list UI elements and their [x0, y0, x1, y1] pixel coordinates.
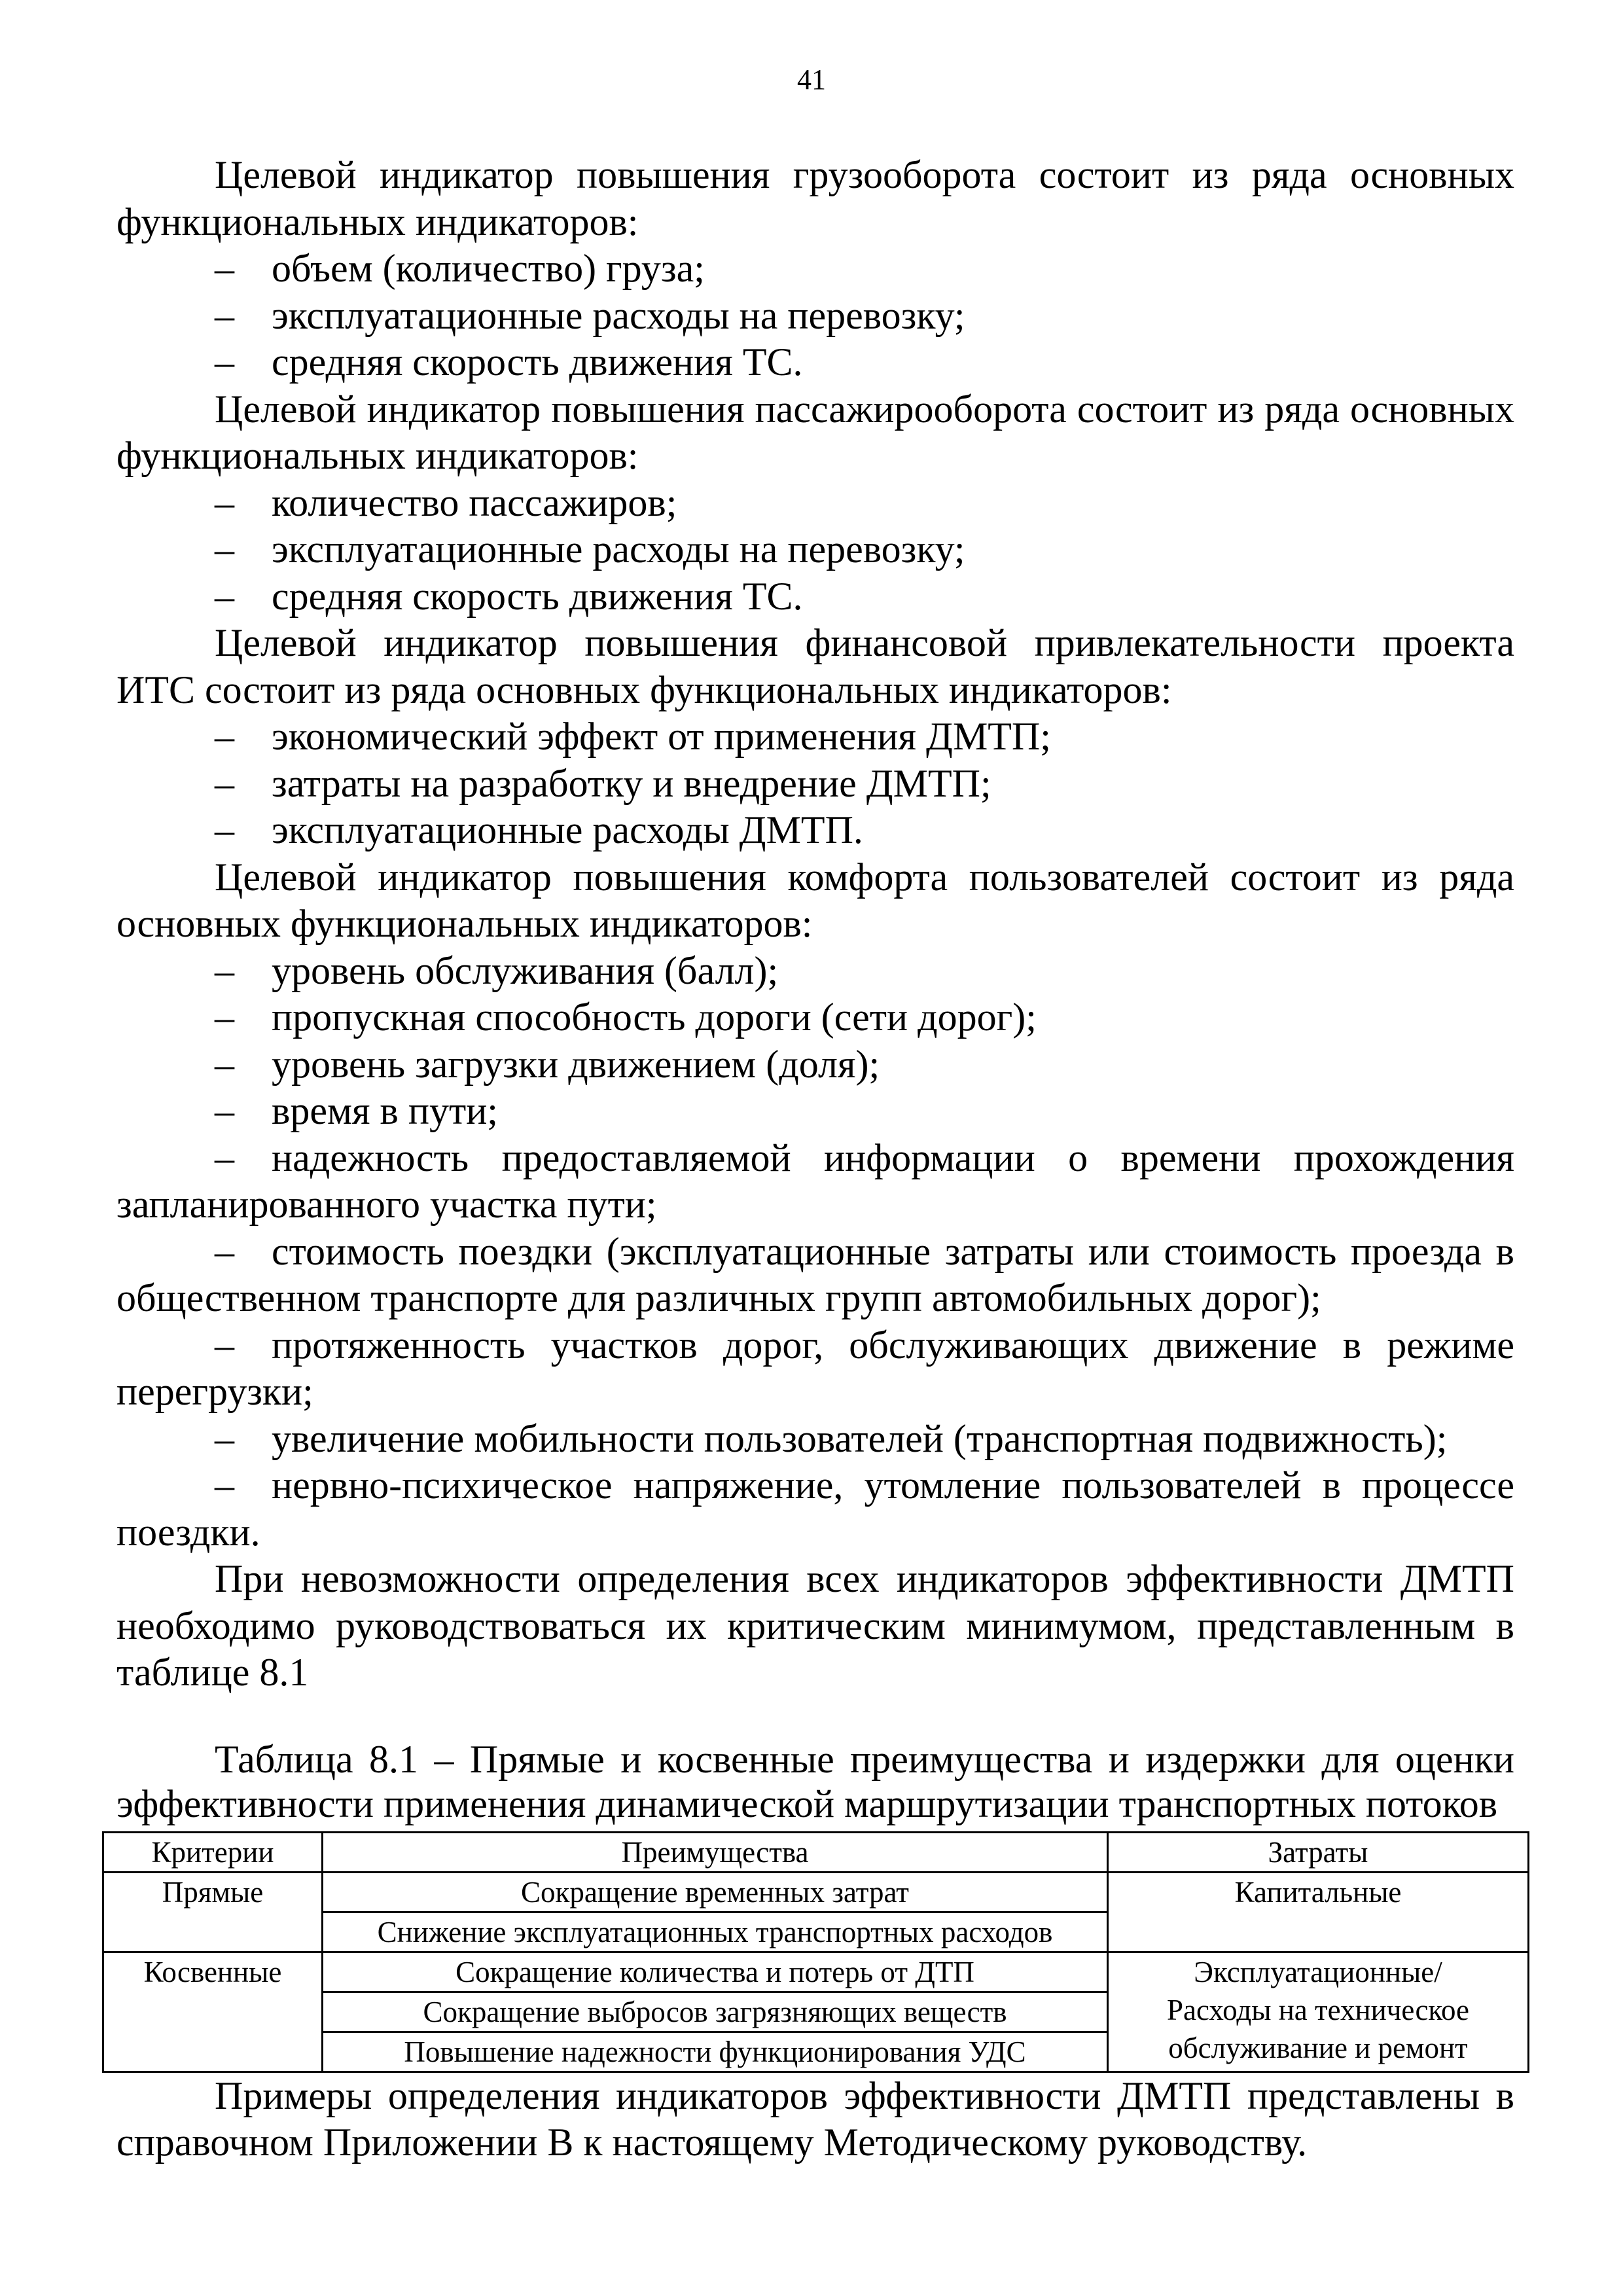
list-item-text: эксплуатационные расходы на перевозку; — [272, 528, 965, 571]
list-item-text: нервно-психическое напряжение, утомление пользователей в процессе поездки. — [116, 1463, 1514, 1554]
costs-line: обслуживание и ремонт — [1168, 2031, 1468, 2064]
list-item — [116, 526, 1514, 573]
list-item — [116, 807, 1514, 854]
list-item — [116, 1322, 1514, 1416]
table-header-row — [103, 1832, 1529, 1872]
list-item — [116, 245, 1514, 293]
dash-marker: – — [215, 1416, 234, 1460]
document-body — [116, 152, 1514, 2166]
list-item — [116, 1416, 1514, 1463]
list-item-text: средняя скорость движения ТС. — [272, 574, 803, 618]
list-item-text: увеличение мобильности пользователей (транспортная подвижность); — [272, 1416, 1448, 1460]
paragraph: Целевой индикатор повышения финансовой привлекательности проекта ИТС состоит из ряда основных функциональных индикаторов: — [116, 621, 1514, 711]
page-number: 41 — [797, 63, 826, 96]
costs-indirect — [1108, 1952, 1529, 2072]
dash-marker: – — [215, 761, 234, 805]
list-item-text: экономический эффект от применения ДМТП; — [272, 715, 1051, 758]
list-item — [116, 761, 1514, 808]
list-item-text: стоимость поездки (эксплуатационные затраты или стоимость проезда в общественном транспорте для различных групп автомобильных дорог); — [116, 1229, 1514, 1319]
list-item-text: эксплуатационные расходы на перевозку; — [272, 293, 965, 337]
costs-direct: Капитальные — [1108, 1872, 1529, 1952]
list-item-text: затраты на разработку и внедрение ДМТП; — [272, 761, 991, 805]
paragraph: При невозможности определения всех индикаторов эффективности ДМТП необходимо руководствоваться их критическим минимумом, представленным в таблице 8.1 — [116, 1557, 1514, 1694]
dash-marker: – — [215, 715, 234, 758]
list-item — [116, 573, 1514, 620]
list-item — [116, 480, 1514, 527]
header-benefits: Преимущества — [323, 1832, 1108, 1872]
table-row — [103, 1872, 1529, 1912]
dash-marker: – — [215, 948, 234, 992]
list-item — [116, 1229, 1514, 1322]
list-item — [116, 713, 1514, 761]
costs-line: Эксплуатационные/ — [1194, 1955, 1442, 1988]
paragraph: Целевой индикатор повышения грузооборота состоит из ряда основных функциональных индикаторов: — [116, 153, 1514, 243]
criteria-indirect: Косвенные — [103, 1952, 323, 2072]
list-item-text: объем (количество) груза; — [272, 247, 705, 290]
list-item-text: уровень обслуживания (балл); — [272, 948, 779, 992]
header-costs: Затраты — [1108, 1832, 1529, 1872]
dash-marker: – — [215, 528, 234, 571]
dash-marker: – — [215, 1042, 234, 1086]
list-item — [116, 1041, 1514, 1088]
list-item-text: протяженность участков дорог, обслуживающих движение в режиме перегрузки; — [116, 1323, 1514, 1413]
dash-marker: – — [215, 808, 234, 852]
benefit-cell: Сокращение количества и потерь от ДТП — [323, 1952, 1108, 1992]
benefit-cell: Сокращение временных затрат — [323, 1872, 1108, 1912]
table-row — [103, 1952, 1529, 1992]
list-item — [116, 1135, 1514, 1229]
table-8-1 — [102, 1831, 1529, 2073]
dash-marker: – — [215, 1136, 234, 1179]
dash-marker: – — [215, 1323, 234, 1367]
dash-marker: – — [215, 1229, 234, 1273]
list-item — [116, 948, 1514, 995]
costs-line: Расходы на техническое — [1166, 1993, 1470, 2026]
dash-marker: – — [215, 574, 234, 618]
list-item-text: средняя скорость движения ТС. — [272, 340, 803, 384]
dash-marker: – — [215, 480, 234, 524]
list-item-text: надежность предоставляемой информации о времени прохождения запланированного участка пути; — [116, 1136, 1514, 1226]
dash-marker: – — [215, 1089, 234, 1132]
header-criteria: Критерии — [103, 1832, 323, 1872]
criteria-direct: Прямые — [103, 1872, 323, 1952]
list-item-text: время в пути; — [272, 1089, 498, 1132]
dash-marker: – — [215, 996, 234, 1039]
table-caption: Таблица 8.1 – Прямые и косвенные преимущества и издержки для оценки эффективности применения динамической маршрутизации транспортных потоков — [116, 1737, 1514, 1825]
benefit-cell: Сокращение выбросов загрязняющих веществ — [323, 1992, 1108, 2032]
benefit-cell: Снижение эксплуатационных транспортных расходов — [323, 1912, 1108, 1952]
list-item-text: эксплуатационные расходы ДМТП. — [272, 808, 863, 852]
list-item-text: пропускная способность дороги (сети дорог); — [272, 996, 1037, 1039]
dash-marker: – — [215, 340, 234, 384]
closing-paragraph: Примеры определения индикаторов эффективности ДМТП представлены в справочном Приложении В к настоящему Методическому руководству. — [116, 2073, 1514, 2164]
list-item — [116, 1088, 1514, 1135]
list-item — [116, 994, 1514, 1041]
dash-marker: – — [215, 247, 234, 290]
paragraph: Целевой индикатор повышения комфорта пользователей состоит из ряда основных функциональных индикаторов: — [116, 855, 1514, 945]
dash-marker: – — [215, 1463, 234, 1507]
dash-marker: – — [215, 293, 234, 337]
list-item — [116, 293, 1514, 340]
list-item-text: количество пассажиров; — [272, 480, 677, 524]
text-blocks — [116, 152, 1514, 1696]
list-item-text: уровень загрузки движением (доля); — [272, 1042, 880, 1086]
benefit-cell: Повышение надежности функционирования УДС — [323, 2032, 1108, 2072]
list-item — [116, 1462, 1514, 1556]
list-item — [116, 339, 1514, 386]
paragraph: Целевой индикатор повышения пассажирооборота состоит из ряда основных функциональных индикаторов: — [116, 387, 1514, 477]
